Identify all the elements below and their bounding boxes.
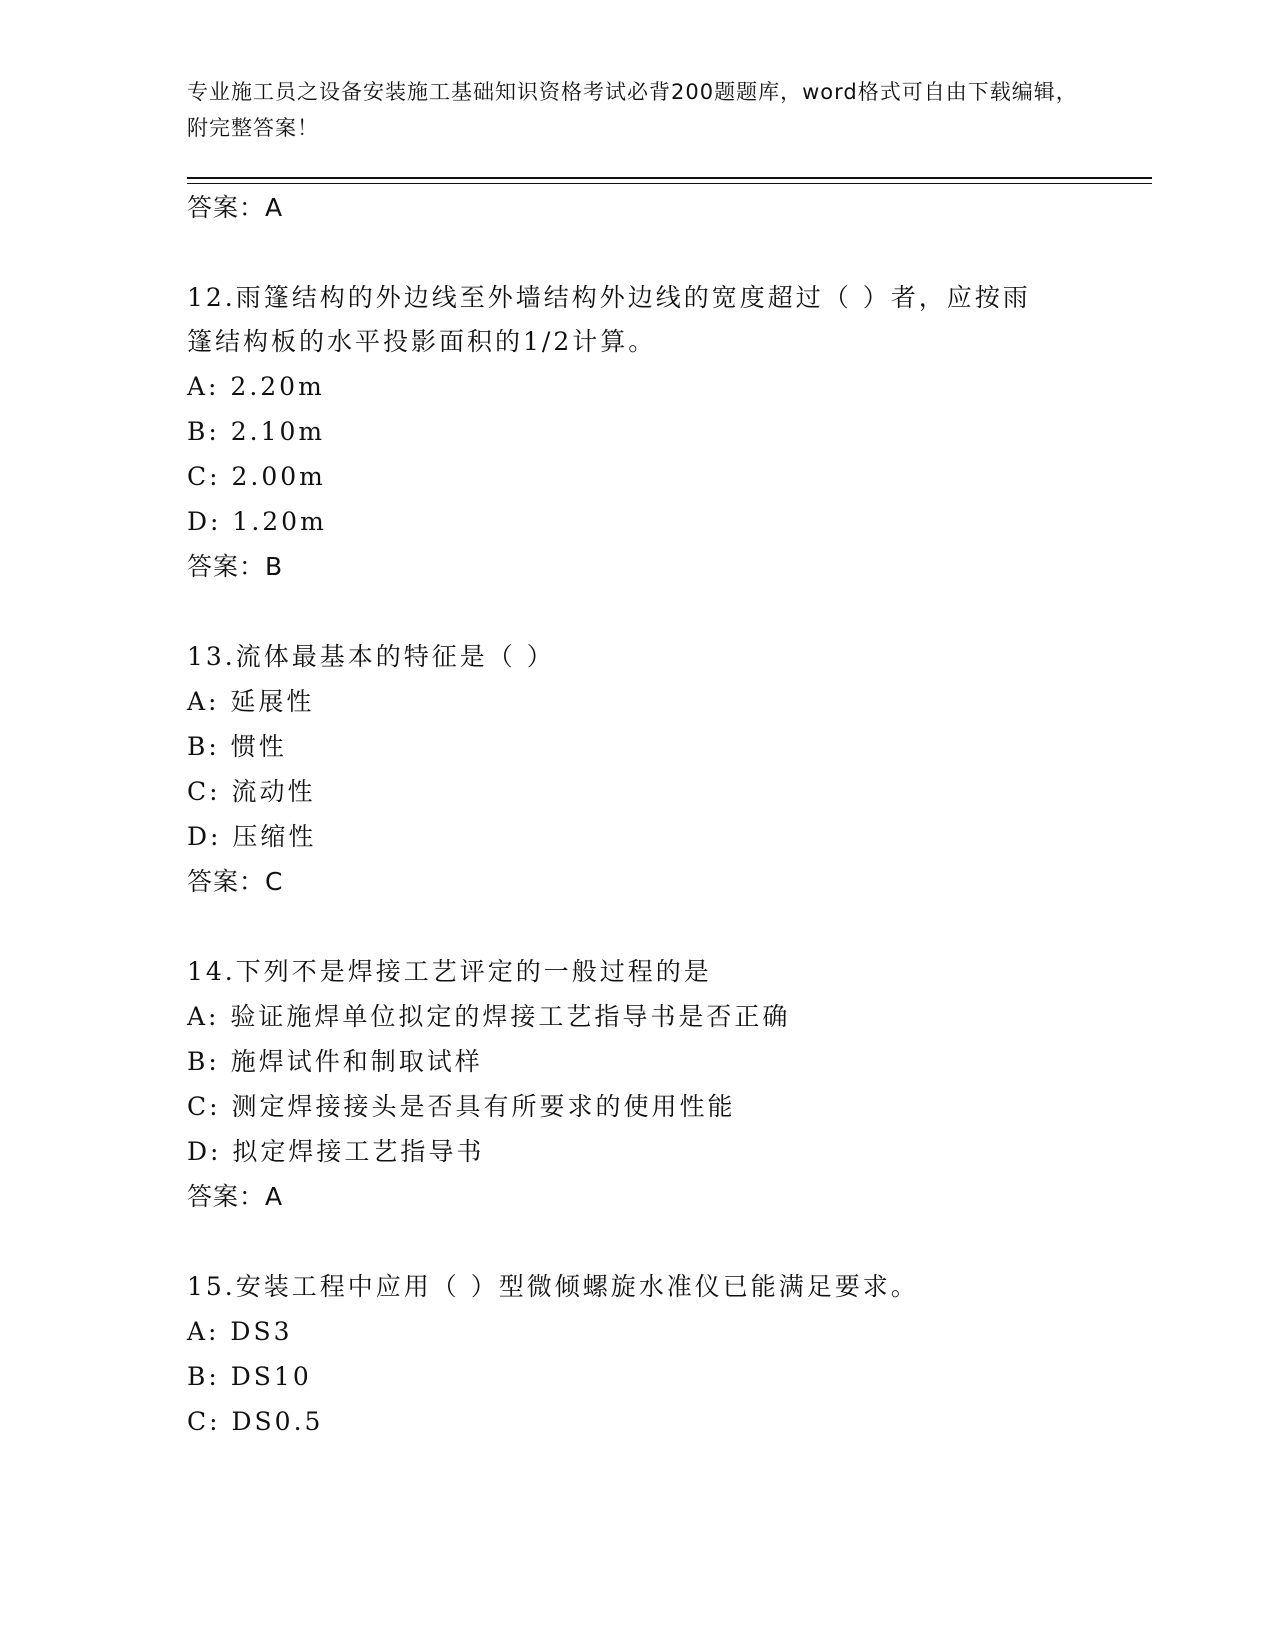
question-14-option-a: A: 验证施焊单位拟定的焊接工艺指导书是否正确 <box>187 1002 791 1031</box>
question-15-option-b: B: DS10 <box>187 1362 312 1391</box>
question-12-option-b: B: 2.10m <box>187 417 326 446</box>
question-14-option-b: B: 施焊试件和制取试样 <box>187 1047 483 1076</box>
question-12-option-a: A: 2.20m <box>187 372 325 401</box>
question-13-answer: 答案：C <box>187 867 284 896</box>
question-12-stem-line-1: 12.雨篷结构的外边线至外墙结构外边线的宽度超过（ ）者，应按雨 <box>187 283 1031 312</box>
question-12-option-d: D: 1.20m <box>187 507 327 536</box>
header-rule-thin <box>187 183 1152 184</box>
question-14-option-d: D: 拟定焊接工艺指导书 <box>187 1137 485 1166</box>
question-15-option-a: A: DS3 <box>187 1317 293 1346</box>
question-14-option-c: C: 测定焊接接头是否具有所要求的使用性能 <box>187 1092 736 1121</box>
header-rule-thick <box>187 177 1152 179</box>
question-13-option-d: D: 压缩性 <box>187 822 317 851</box>
document-header-title: 专业施工员之设备安装施工基础知识资格考试必背200题题库，word格式可自由下载编辑，附完整答案！ <box>187 80 1078 140</box>
question-13-option-a: A: 延展性 <box>187 687 315 716</box>
question-14-stem: 14.下列不是焊接工艺评定的一般过程的是 <box>187 957 712 986</box>
question-14-answer: 答案：A <box>187 1182 284 1211</box>
question-13-option-c: C: 流动性 <box>187 777 316 806</box>
question-12-answer: 答案：B <box>187 552 284 581</box>
question-13-option-b: B: 惯性 <box>187 732 287 761</box>
previous-answer: 答案：A <box>187 193 284 222</box>
question-15-option-c: C: DS0.5 <box>187 1407 324 1436</box>
question-12-option-c: C: 2.00m <box>187 462 326 491</box>
question-12-stem-line-2: 篷结构板的水平投影面积的1/2计算。 <box>187 327 657 356</box>
question-13-stem: 13.流体最基本的特征是（ ） <box>187 642 555 671</box>
question-15-stem: 15.安装工程中应用（ ）型微倾螺旋水准仪已能满足要求。 <box>187 1272 919 1301</box>
